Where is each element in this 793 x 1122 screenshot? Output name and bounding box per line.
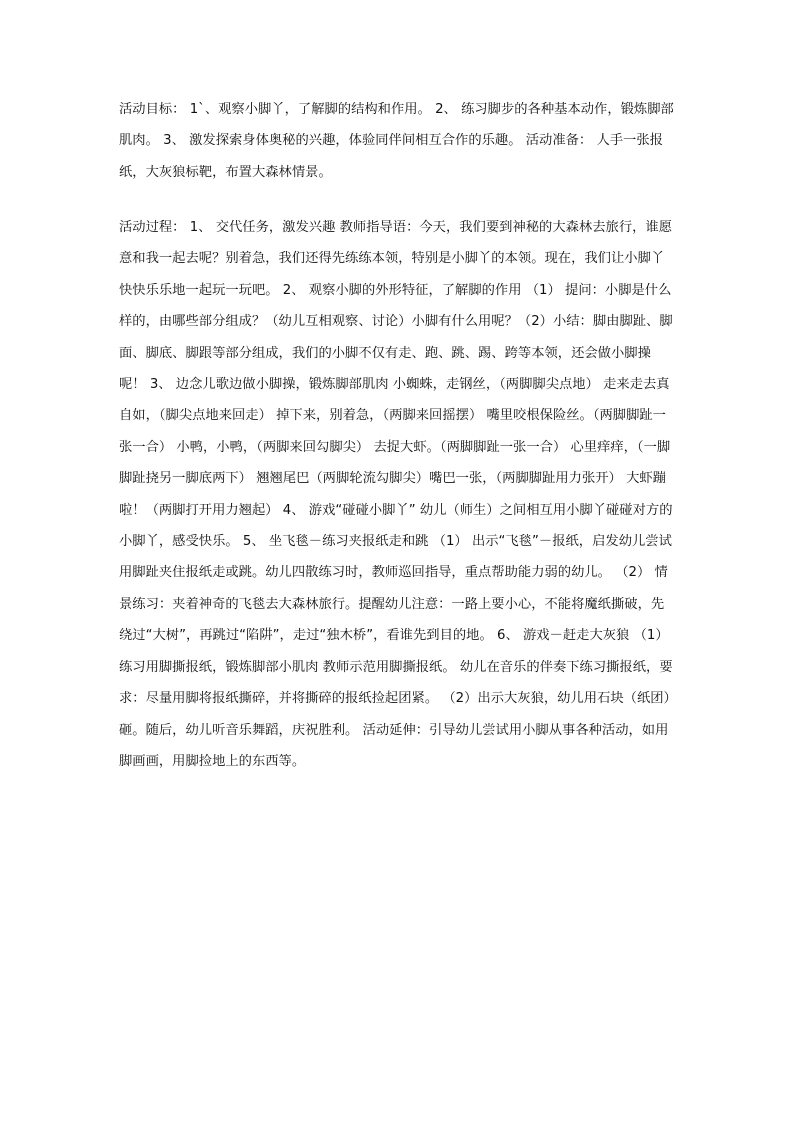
paragraph-process: 活动过程： 1、 交代任务，激发兴趣 教师指导语：今天，我们要到神秘的大森林去旅行，谁愿意和我一起去呢？别着急，我们还得先练练本领，特别是小脚丫的本领。现在，我们让小脚丫快快乐乐地一起玩一玩吧。 2、 观察小脚的外形特征，了解脚的作用 （1） 提问：小脚是什么样的，由哪些部分组成？（幼儿互相观察、讨论）小脚有什么用呢？（2）小结：脚由脚趾、脚面、脚底、脚跟等部分组成，我们的小脚不仅有走、跑、跳、踢、跨等本领，还会做小脚操呢！ 3、 边念儿歌边做小脚操，锻炼脚部肌肉 小蜘蛛，走钢丝，（两脚脚尖点地） 走来走去真自如，（脚尖点地来回走） 掉下来，别着急，（两脚来回摇摆） 嘴里咬根保险丝。（两脚脚趾一张一合） 小鸭，小鸭，（两脚来回勾脚尖） 去捉大虾。（两脚脚趾一张一合） 心里痒痒，（一脚脚趾挠另一脚底两下） 翘翘尾巴（两脚轮流勾脚尖）嘴巴一张，（两脚脚趾用力张开） 大虾蹦啦！（两脚打开用力翘起） 4、 游戏“碰碰小脚丫” 幼儿（师生）之间相互用小脚丫碰碰对方的小脚丫，感受快乐。 5、 坐飞毯－练习夹报纸走和跳 （1） 出示“飞毯”－报纸，启发幼儿尝试用脚趾夹住报纸走或跳。幼儿四散练习时，教师巡回指导，重点帮助能力弱的幼儿。 （2） 情景练习：夹着神奇的飞毯去大森林旅行。提醒幼儿注意：一路上要小心，不能将魔纸撕破，先绕过“大树”，再跳过“陷阱”，走过“独木桥”，看谁先到目的地。 6、 游戏－赶走大灰狼 （1）练习用脚撕报纸，锻炼脚部小肌肉 教师示范用脚撕报纸。 幼儿在音乐的伴奏下练习撕报纸，要求：尽量用脚将报纸撕碎，并将撕碎的报纸捡起团紧。 （2）出示大灰狼，幼儿用石块（纸团）砸。随后，幼儿听音乐舞蹈，庆祝胜利。 活动延伸：引导幼儿尝试用小脚从事各种活动，如用脚画画，用脚捡地上的东西等。 (119, 220, 673, 769)
paragraph-objectives: 活动目标： 1`、观察小脚丫，了解脚的结构和作用。 2、 练习脚步的各种基本动作，锻炼脚部肌肉。 3、 激发探索身体奥秘的兴趣，体验同伴间相互合作的乐趣。 活动准备： 人手一张报纸，大灰狼标靶，布置大森林情景。 (119, 102, 674, 180)
